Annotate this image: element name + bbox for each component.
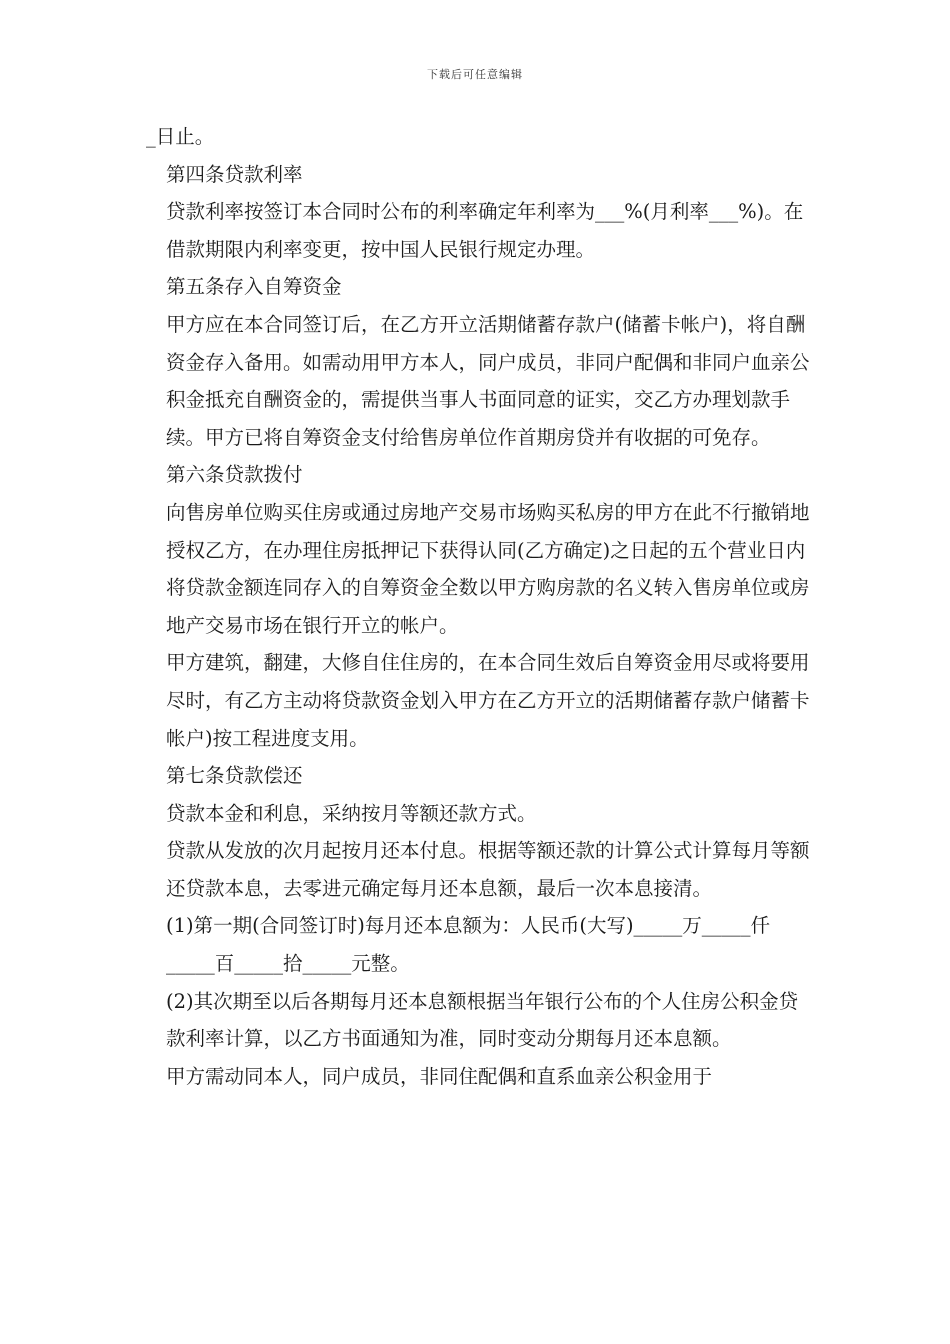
section-title: 第六条贷款拨付 — [166, 463, 303, 487]
paragraph: 贷款本金和利息，采纳按月等额还款方式。 — [166, 801, 537, 825]
paragraph: 甲方需动同本人，同户成员，非同住配偶和直系血亲公积金用于 — [166, 1064, 713, 1088]
paragraph: (2)其次期至以后各期每月还本息额根据当年银行公布的个人住房公积金贷款利率计算，以乙方书面通知为准，同时变动分期每月还本息额。 — [166, 989, 799, 1051]
paragraph: 贷款利率按签订本合同时公布的利率确定年利率为___%(月利率___%)。在借款期限内利率变更，按中国人民银行规定办理。 — [166, 200, 804, 261]
paragraph: (1)第一期(合同签订时)每月还本息额为：人民币(大写)_____万_____仟_____百_____拾_____元整。 — [166, 914, 771, 976]
section-title: 第七条贷款偿还 — [166, 764, 303, 788]
section-title: 第五条存入自筹资金 — [166, 275, 342, 299]
paragraph: 贷款从发放的次月起按月还本付息。根据等额还款的计算公式计算每月等额还贷款本息，去零进元确定每月还本息额，最后一次本息接清。 — [166, 839, 810, 900]
paragraph: _日止。 — [146, 125, 215, 148]
page-header: 下载后可任意编辑 — [427, 68, 523, 81]
section-title: 第四条贷款利率 — [166, 162, 303, 186]
paragraph: 甲方应在本合同签订后，在乙方开立活期储蓄存款户(储蓄卡帐户)，将自酬资金存入备用。如需动用甲方本人，同户成员，非同户配偶和非同户血亲公积金抵充自酬资金的，需提供当事人书面同意的证实，交乙方办理划款手续。甲方已将自筹资金支付给售房单位作首期房贷并有收据的可免存。 — [166, 312, 810, 449]
document-body — [146, 118, 810, 1095]
paragraph: 向售房单位购买住房或通过房地产交易市场购买私房的甲方在此不行撤销地授权乙方，在办理住房抵押记下获得认同(乙方确定)之日起的五个营业日内将贷款金额连同存入的自筹资金全数以甲方购房款的名义转入售房单位或房地产交易市场在银行开立的帐户。 — [166, 500, 810, 637]
paragraph: 甲方建筑，翻建，大修自住住房的，在本合同生效后自筹资金用尽或将要用尽时，有乙方主动将贷款资金划入甲方在乙方开立的活期储蓄存款户储蓄卡帐户)按工程进度支用。 — [166, 651, 810, 750]
